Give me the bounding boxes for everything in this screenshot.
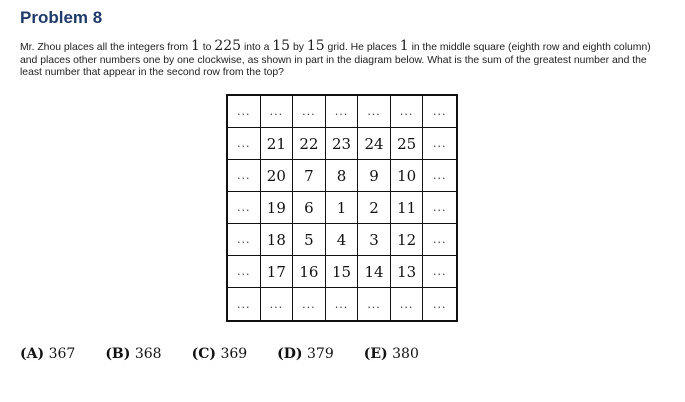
ellipsis-cell: ... [423,128,456,160]
ellipsis-cell: ... [326,288,359,320]
grid-number-cell: 12 [391,224,424,256]
problem-title: Problem 8 [20,8,103,27]
problem-text-part: grid. He places [324,42,400,53]
choice-letter: (E) [363,346,388,362]
choice-letter: (C) [191,346,216,362]
math-number: 225 [214,38,242,54]
grid-number-cell: 7 [293,160,326,192]
answer-choice [192,346,248,362]
choice-letter: (A) [20,346,45,362]
math-number: 1 [399,38,409,54]
answer-choice [105,346,161,362]
ellipsis-cell: ... [228,192,261,224]
ellipsis-cell: ... [293,96,326,128]
grid-number-cell: 1 [326,192,359,224]
problem-text-part: Mr. Zhou places all the integers from [20,42,191,53]
ellipsis-cell: ... [228,288,261,320]
grid-number-cell: 19 [261,192,294,224]
choice-value: 367 [48,346,76,362]
ellipsis-cell: ... [228,96,261,128]
grid-number-cell: 21 [261,128,294,160]
problem-text-part: to [199,42,215,53]
grid-number-cell: 11 [391,192,424,224]
ellipsis-cell: ... [423,192,456,224]
answer-choice [277,346,334,362]
choice-value: 368 [134,346,162,362]
problem-text-part: into a [241,42,273,53]
ellipsis-cell: ... [261,96,294,128]
choice-value: 380 [392,346,419,362]
ellipsis-cell: ... [228,224,261,256]
problem-statement [20,40,670,80]
problem-text-part: in the middle square (eighth row and eighth column) and places other numbers one by one clockwise, as shown in part in the diagram below. What is the sum of the greatest number and the least number that appear in the second row from the top? [20,42,651,78]
math-number: 15 [272,38,291,54]
ellipsis-cell: ... [423,224,456,256]
grid-number-cell: 3 [358,224,391,256]
answer-choice [364,346,419,362]
choice-value: 379 [307,346,334,362]
ellipsis-cell: ... [432,297,447,311]
ellipsis-cell: ... [423,256,456,288]
grid-number-cell: 15 [326,256,359,288]
grid-number-cell: 24 [358,128,391,160]
problem-text-part: by [290,42,307,53]
choice-value: 369 [220,346,248,362]
grid-number-cell: 9 [358,160,391,192]
spiral-number-grid [226,94,458,322]
grid-number-cell: 25 [391,128,424,160]
grid-number-cell: 8 [326,160,359,192]
grid-number-cell: 14 [358,256,391,288]
answer-choice [20,346,75,362]
ellipsis-cell: ... [423,160,456,192]
grid-number-cell: 4 [326,224,359,256]
grid-number-cell: 17 [261,256,294,288]
grid-number-cell: 2 [358,192,391,224]
ellipsis-cell: ... [228,256,261,288]
math-number: 15 [306,38,325,54]
math-number: 1 [190,38,200,54]
grid-number-cell: 18 [261,224,294,256]
ellipsis-cell: ... [391,288,424,320]
ellipsis-cell: ... [423,96,456,128]
ellipsis-cell: ... [391,96,424,128]
grid-number-cell: 6 [293,192,326,224]
ellipsis-cell: ... [358,96,391,128]
grid-number-cell: 23 [326,128,359,160]
answer-choices [20,346,449,362]
grid-number-cell: 5 [293,224,326,256]
ellipsis-cell: ... [358,288,391,320]
ellipsis-cell: ... [228,160,261,192]
grid-number-cell: 16 [293,256,326,288]
grid-number-cell: 22 [293,128,326,160]
choice-letter: (B) [105,346,131,362]
choice-letter: (D) [277,346,303,362]
ellipsis-cell: ... [261,288,294,320]
grid-number-cell: 20 [261,160,294,192]
ellipsis-cell: ... [293,288,326,320]
grid-number-cell: 13 [391,256,424,288]
ellipsis-cell: ... [228,128,261,160]
ellipsis-cell: ... [326,96,359,128]
grid-number-cell: 10 [391,160,424,192]
